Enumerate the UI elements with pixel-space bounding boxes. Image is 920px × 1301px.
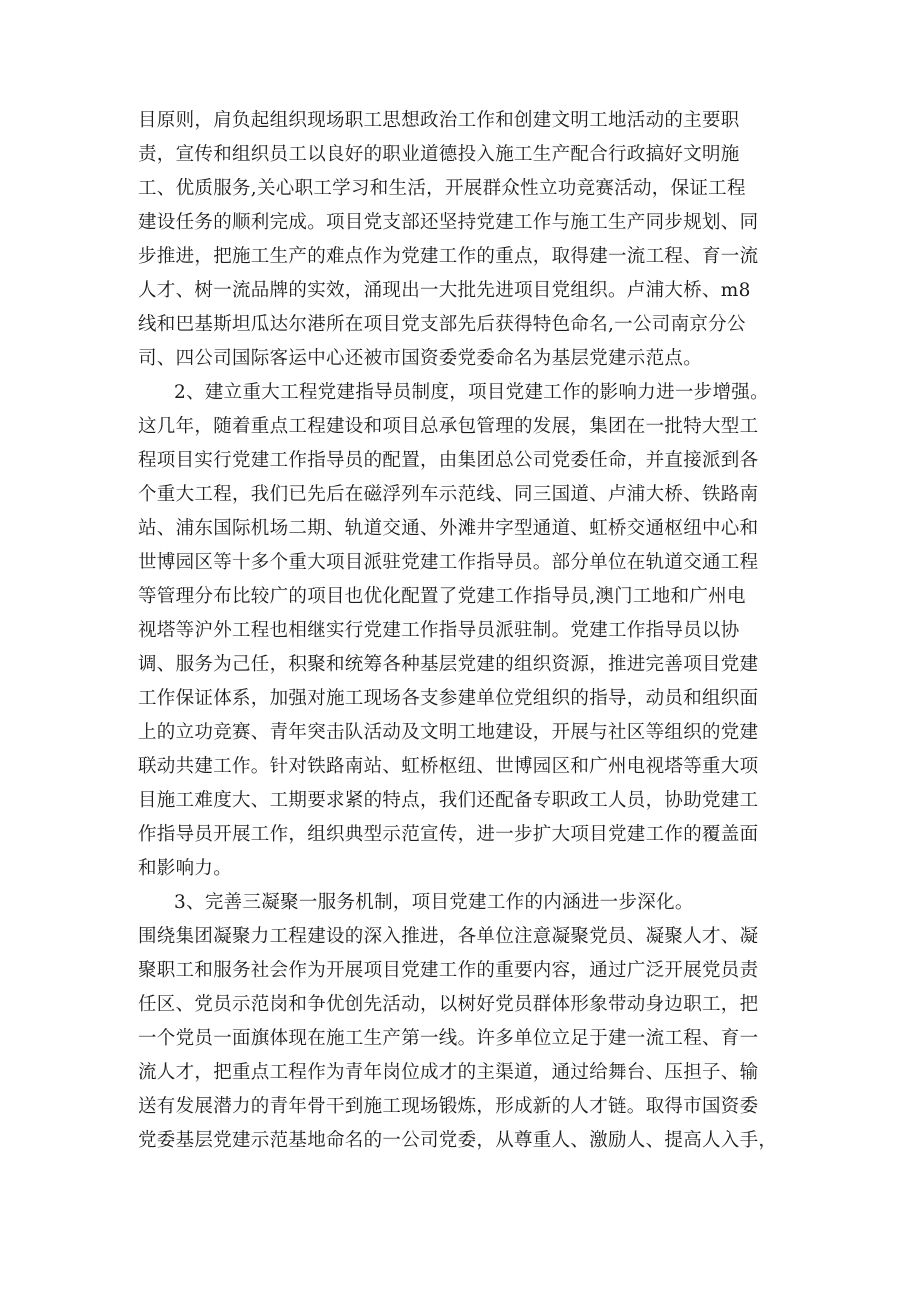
text-line: 责，宣传和组织员工以良好的职业道德投入施工生产配合行政搞好文明施: [138, 144, 740, 165]
text-line: 等管理分布比较广的项目也优化配置了党建工作指导员,澳门工地和广州电: [138, 586, 746, 607]
text-line: 个重大工程，我们已先后在磁浮列车示范线、同三国道、卢浦大桥、铁路南: [138, 484, 759, 505]
text-line: 工、优质服务,关心职工学习和生活，开展群众性立功竞赛活动，保证工程: [138, 178, 746, 199]
text-line: 工作保证体系，加强对施工现场各支参建单位党组织的指导，动员和组织面: [138, 688, 759, 709]
text-line: 这几年，随着重点工程建设和项目总承包管理的发展，集团在一批特大型工: [138, 416, 759, 437]
text-line: 和影响力。: [138, 858, 233, 879]
text-line: 调、服务为己任，积聚和统筹各种基层党建的组织资源，推进完善项目党建: [138, 654, 759, 675]
text-line: 站、浦东国际机场二期、轨道交通、外滩井字型通道、虹桥交通枢纽中心和: [138, 518, 759, 539]
text-line: 聚职工和服务社会作为开展项目党建工作的重要内容，通过广泛开展党员责: [138, 960, 759, 981]
section-heading-2: 2、建立重大工程党建指导员制度，项目党建工作的影响力进一步增强。: [174, 382, 769, 403]
document-body: [138, 104, 798, 1158]
text-line: 世博园区等十多个重大项目派驻党建工作指导员。部分单位在轨道交通工程: [138, 552, 759, 573]
text-line: 目施工难度大、工期要求紧的特点，我们还配备专职政工人员，协助党建工: [138, 790, 759, 811]
text-line: 围绕集团凝聚力工程建设的深入推进，各单位注意凝聚党员、凝聚人才、凝: [138, 926, 759, 947]
text-line: 任区、党员示范岗和争优创先活动，以树好党员群体形象带动身边职工，把: [138, 994, 759, 1015]
text-line: 司、四公司国际客运中心还被市国资委党委命名为基层党建示范点。: [138, 348, 703, 369]
text-line: 目原则，肩负起组织现场职工思想政治工作和创建文明工地活动的主要职: [138, 110, 740, 131]
text-line: 流人才，把重点工程作为青年岗位成才的主渠道，通过给舞台、压担子、输: [138, 1062, 759, 1083]
text-line: 建设任务的顺利完成。项目党支部还坚持党建工作与施工生产同步规划、同: [138, 212, 759, 233]
text-line: 人才、树一流品牌的实效，涌现出一大批先进项目党组织。卢浦大桥、m8: [138, 280, 751, 301]
text-line: 一个党员一面旗体现在施工生产第一线。许多单位立足于建一流工程、育一: [138, 1028, 759, 1049]
text-line: 联动共建工作。针对铁路南站、虹桥枢纽、世博园区和广州电视塔等重大项: [138, 756, 759, 777]
text-line: 线和巴基斯坦瓜达尔港所在项目党支部先后获得特色命名,一公司南京分公: [138, 314, 746, 335]
text-line: 上的立功竞赛、青年突击队活动及文明工地建设，开展与社区等组织的党建: [138, 722, 759, 743]
section-heading-3: 3、完善三凝聚一服务机制，项目党建工作的内涵进一步深化。: [174, 892, 694, 913]
text-line: 视塔等沪外工程也相继实行党建工作指导员派驻制。党建工作指导员以协: [138, 620, 740, 641]
text-line: 作指导员开展工作，组织典型示范宣传，进一步扩大项目党建工作的覆盖面: [138, 824, 759, 845]
text-line: 程项目实行党建工作指导员的配置，由集团总公司党委任命，并直接派到各: [138, 450, 759, 471]
text-line: 步推进，把施工生产的难点作为党建工作的重点，取得建一流工程、育一流: [138, 246, 759, 267]
text-line: 党委基层党建示范基地命名的一公司党委，从尊重人、激励人、提高人入手，: [138, 1130, 778, 1151]
text-line: 送有发展潜力的青年骨干到施工现场锻炼，形成新的人才链。取得市国资委: [138, 1096, 759, 1117]
